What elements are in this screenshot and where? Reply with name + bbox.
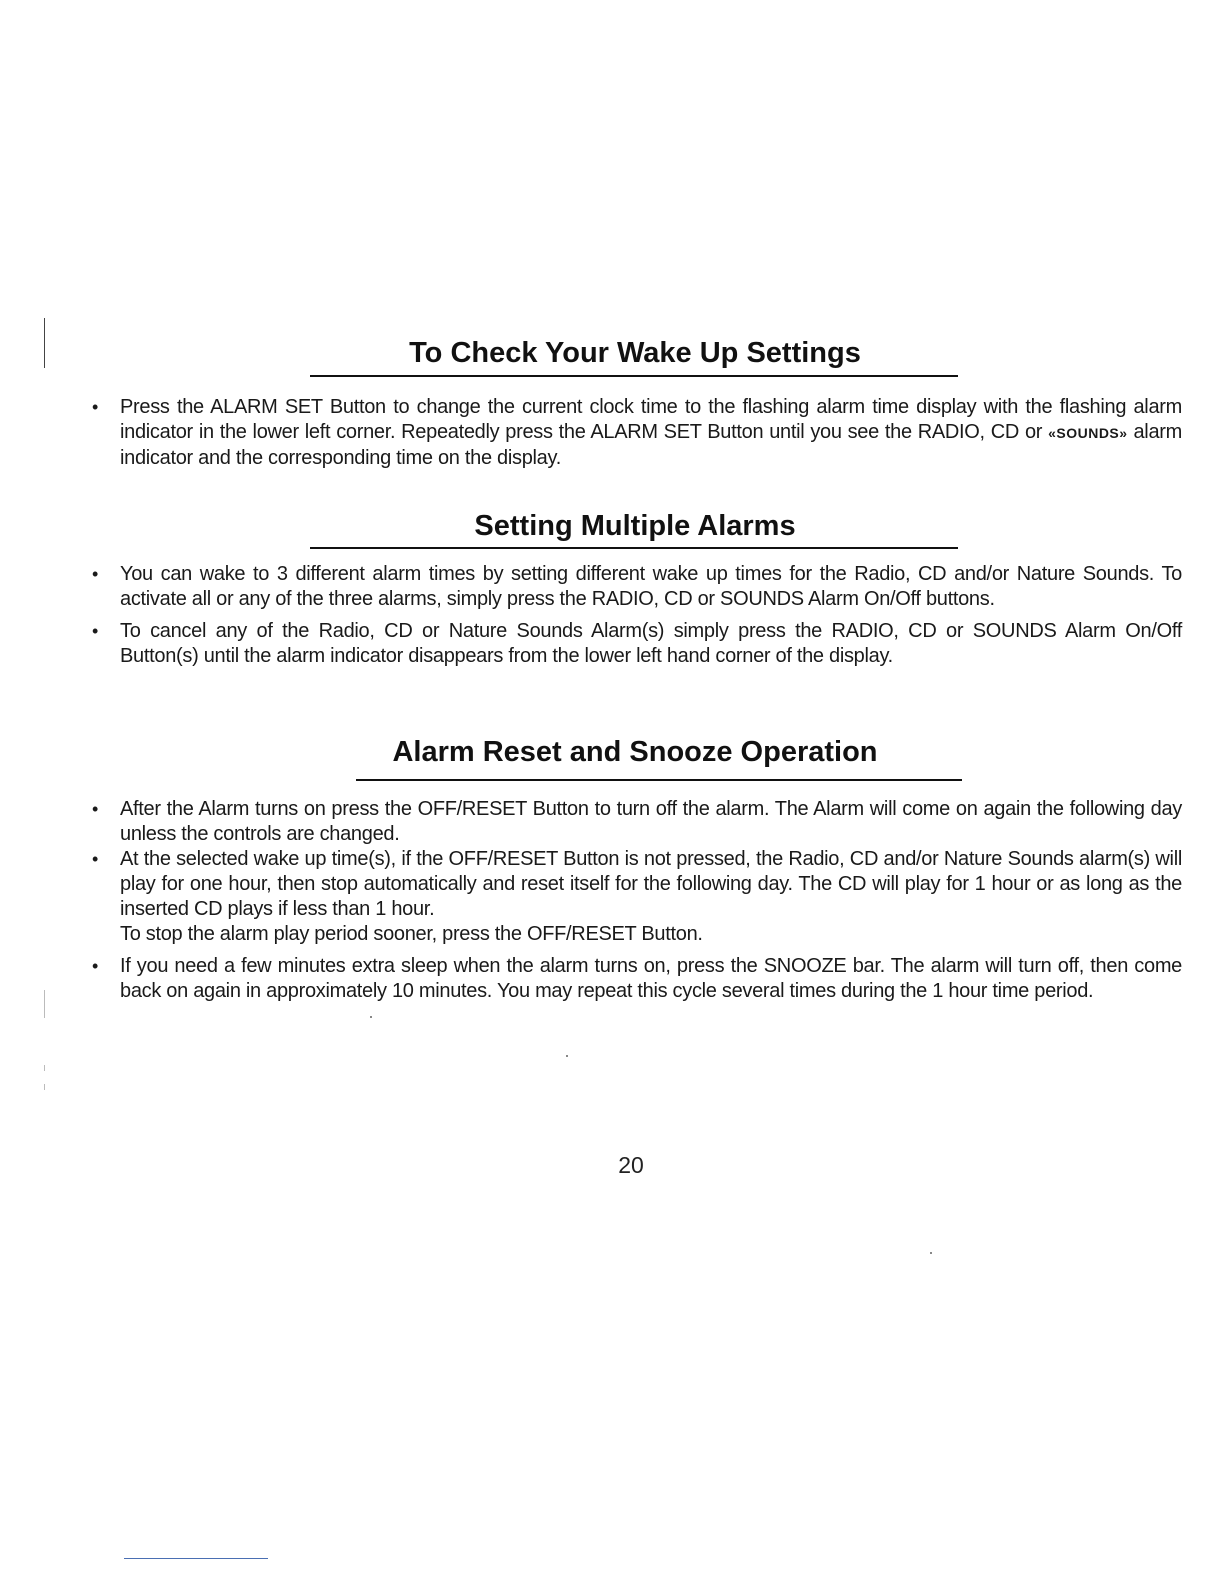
bullet-dot: • — [92, 799, 99, 819]
section-title-check-wake-up: To Check Your Wake Up Settings — [409, 337, 861, 369]
page-number: 20 — [618, 1152, 644, 1178]
section-title-underline — [310, 547, 958, 549]
scan-margin-mark — [44, 318, 45, 368]
section-title-underline — [310, 375, 958, 377]
check-wake-up-list — [92, 395, 1182, 478]
list-item-text: At the selected wake up time(s), if the OFF/RESET Button is not pressed, the Radio, CD and/or Nature Sounds alarm(s) will play for one hour, then stop automatically and reset itself for the following day. The CD will play for 1 hour or as long as the inserted CD plays if less than 1 hour. — [120, 848, 1182, 920]
sounds-indicator-label: «SOUNDS» — [1048, 425, 1128, 441]
scan-edge-line — [124, 1558, 268, 1559]
list-item — [92, 847, 1182, 922]
bullet-dot: • — [92, 849, 99, 869]
bullet-dot: • — [92, 564, 99, 584]
scan-margin-mark — [44, 1084, 45, 1090]
list-item-text: To cancel any of the Radio, CD or Nature Sounds Alarm(s) simply press the RADIO, CD or SOUNDS Alarm On/Off Button(s) until the alarm indicator disappears from the lower left hand corner of the display. — [120, 620, 1182, 667]
section-title-underline — [356, 779, 962, 781]
list-item — [92, 797, 1182, 847]
scan-margin-mark — [44, 1065, 45, 1071]
list-item-text: To stop the alarm play period sooner, press the OFF/RESET Button. — [120, 923, 703, 945]
scan-speck — [566, 1055, 568, 1057]
scan-speck — [930, 1252, 932, 1254]
list-item-continuation — [92, 922, 1182, 947]
alarm-reset-snooze-list — [92, 797, 1182, 1011]
bullet-dot: • — [92, 956, 99, 976]
list-item — [92, 954, 1182, 1004]
section-title-multiple-alarms: Setting Multiple Alarms — [474, 510, 796, 542]
section-title-alarm-reset-snooze: Alarm Reset and Snooze Operation — [392, 736, 878, 768]
scan-speck — [370, 1016, 372, 1018]
multiple-alarms-list — [92, 562, 1182, 676]
scan-margin-mark — [44, 990, 45, 1018]
list-item-text: Press the ALARM SET Button to change the current clock time to the flashing alarm time display with the flashing alarm indicator in the lower left corner. Repeatedly press the ALARM SET Button until you see the RADIO, CD or — [120, 396, 1182, 443]
list-item — [92, 619, 1182, 669]
list-item-text: You can wake to 3 different alarm times by setting different wake up times for the Radio, CD and/or Nature Sounds. To activate all or any of the three alarms, simply press the RADIO, CD or SOUNDS Alarm On/Off buttons. — [120, 563, 1182, 610]
list-item-text: After the Alarm turns on press the OFF/RESET Button to turn off the alarm. The Alarm will come on again the following day unless the controls are changed. — [120, 798, 1182, 845]
bullet-dot: • — [92, 397, 99, 417]
list-item-text: alarm indicator and the corresponding time on the display. — [120, 421, 1182, 469]
list-item — [92, 395, 1182, 471]
list-item — [92, 562, 1182, 612]
bullet-dot: • — [92, 621, 99, 641]
list-item-text: If you need a few minutes extra sleep when the alarm turns on, press the SNOOZE bar. The alarm will turn off, then come back on again in approximately 10 minutes. You may repeat this cycle several times during the 1 hour time period. — [120, 955, 1182, 1002]
